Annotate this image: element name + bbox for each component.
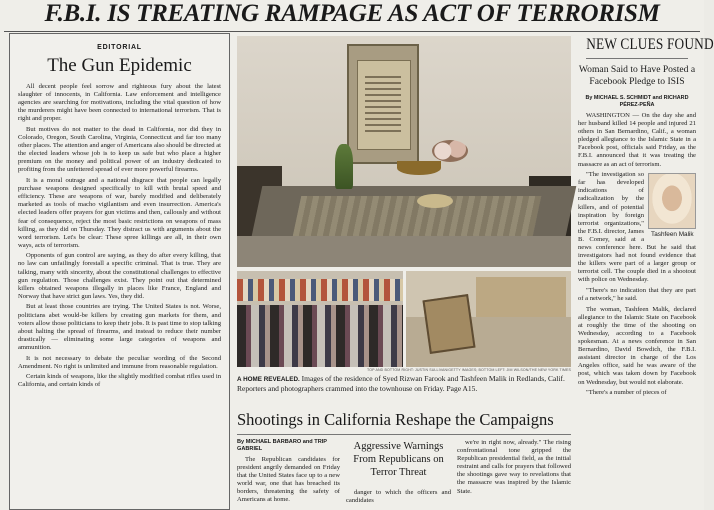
new-clues-headline: NEW CLUES FOUND: [586, 36, 714, 53]
new-clues-byline: By MICHAEL S. SCHMIDT and RICHARD PÉREZ-PEÑA: [585, 95, 689, 108]
editorial-body: [18, 83, 221, 389]
shootings-paragraph: we're in right now, already." The rising confrontational tone gripped the Republican presidential field, as the initial restraint and calls for prayers that followed the shootings gave way to revelations that the massacre was inspired by the Islamic State.: [457, 439, 571, 495]
editorial-kicker: EDITORIAL: [97, 44, 142, 51]
editorial-headline: The Gun Epidemic: [47, 55, 192, 76]
banner-headline: F.B.I. IS TREATING RAMPAGE AS ACT OF TERRORISM: [44, 0, 660, 27]
shootings-paragraph: danger to which the officers and candidates: [346, 489, 451, 505]
plant: [335, 144, 353, 189]
shootings-byline: By MICHAEL BARBARO and TRIP GABRIEL: [237, 439, 327, 452]
dish: [417, 194, 453, 208]
portrait-name: Tashfeen Malik: [651, 231, 694, 239]
new-clues-body: [578, 112, 696, 397]
editorial-box: [9, 33, 230, 510]
editorial-paragraph: All decent people feel sorrow and righteous fury about the latest slaughter of innocents, in California. Law enforcement and intelligence agencies are searching for motivations, including the vital question of how the murderers might have been connected to international terrorism. That is right and proper.: [18, 83, 221, 123]
portrait-photo: [648, 173, 696, 229]
photo-closet: [237, 271, 403, 367]
editorial-paragraph: But motives do not matter to the dead in California, nor did they in Colorado, Oregon, South Carolina, Virginia, Connecticut and far too many other places. The attention and anger of Americans also should be directed at the elected leaders whose job is to keep us safe but who place a higher premium on the money and political power of an industry dedicated to profiting from the unfettered spread of ever more powerful firearms.: [18, 125, 221, 174]
hanging-clothes: [237, 305, 403, 367]
tapestry-script: [365, 76, 401, 136]
photo-room: [406, 271, 571, 367]
shootings-body-c: [457, 439, 571, 496]
flowers: [432, 140, 468, 162]
new-clues-paragraph: The woman, Tashfeen Malik, declared allegiance to the Islamic State on Facebook at roughly the time of the shooting on Wednesday, according to a Facebook spokesman. At a news conference in San Bernardino, David Bowdich, the F.B.I. assistant director in charge of the Los Angeles office, said he was aware of the post, which was taken down by Facebook on Wednesday, but would not elaborate.: [578, 305, 696, 386]
shootings-body-a: [237, 456, 340, 505]
editorial-paragraph: It is a moral outrage and a national disgrace that people can legally purchase weapons designed specifically to kill with brutal speed and efficiency. These are weapons of war, barely modified and deliberately marketed as tools of macho vigilantism and even insurrection. America's elected leaders offer prayers for gun victims and then, callously and without fear of consequence, reject the most basic restrictions on weapons of mass killing, as they did on Thursday. They distract us with arguments about the word terrorism. Let's be clear: These spree killings are all, in their own ways, acts of terrorism.: [18, 177, 221, 249]
shootings-headline: Shootings in California Reshape the Campaigns: [237, 410, 554, 429]
caption-lead: A HOME REVEALED.: [237, 376, 300, 383]
new-clues-rule: [586, 58, 688, 59]
new-clues-paragraph: WASHINGTON — On the day she and her husband killed 14 people and injured 21 others in San Bernardino, Calif., a woman pledged allegiance to the Islamic State in a Facebook post, officials said Friday, as the F.B.I. announced that it was treating the massacre as an act of terrorism.: [578, 112, 696, 168]
closet-shelf: [237, 279, 403, 301]
editorial-paragraph: It is not necessary to debate the peculiar wording of the Second Amendment. No right is unlimited and immune from reasonable regulation.: [18, 354, 221, 370]
main-photo-dining-room: [237, 36, 571, 267]
shootings-column-a: [237, 439, 340, 510]
new-clues-paragraph: "There's a number of pieces of: [586, 389, 667, 397]
caption-text: Images of the residence of Syed Rizwan Farook and Tashfeen Malik in Redlands, Calif. Reporters and photographers crammed into the townhouse on Friday. Page A15.: [237, 374, 565, 393]
new-clues-paragraph: "The investigation so far has developed indications of radicalization by the killers, and of potential inspiration by foreign terrorist organizations," the F.B.I. director, James B. Comey, said at a news conference here. But he said that investigators had not found evidence that the killers were part of a larger group or terrorist cell. The couple died in a shootout with police on Wednesday.: [578, 171, 696, 284]
bowl: [397, 161, 441, 175]
editorial-paragraph: Opponents of gun control are saying, as they do after every killing, that no law can unfailingly forestall a specific criminal. That is true. They are talking, many with sincerity, about the constitutional challenges to effective gun regulation. Those challenges exist. They point out that determined killers obtained weapons illegally in places like France, England and Norway that have strict gun laws. Yes, they did.: [18, 252, 221, 300]
wall-tapestry: [347, 44, 419, 164]
new-clues-paragraph: "There's no indication that they are part of a network," he said.: [578, 286, 696, 303]
shootings-deck: Aggressive Warnings From Republicans on Terror Threat: [353, 441, 444, 478]
photo-caption: [237, 374, 571, 393]
shootings-rule: [237, 434, 571, 435]
editorial-paragraph: But at least those countries are trying. The United States is not. Worse, politicians abet would-be killers by creating gun markets for them, and voters allow those politicians to keep their jobs. It is past time to stop talking about halting the spread of firearms, and instead to reduce their number drastically — eliminating some large categories of weapons and ammunition.: [18, 303, 221, 351]
new-clues-deck: Woman Said to Have Posted a Facebook Pledge to ISIS: [578, 64, 696, 87]
portrait-box: [648, 173, 696, 239]
cardboard-box: [476, 277, 566, 317]
photo-floor: [237, 236, 571, 267]
photo-credit: TOP AND BOTTOM RIGHT: JUSTIN SULLIVAN/GETTY IMAGES; BOTTOM LEFT: JIM WILSON/THE NEW YORK TIMES: [367, 368, 571, 372]
shootings-column-b: [346, 439, 451, 510]
shootings-body-b: [346, 489, 451, 505]
shootings-paragraph: The Republican candidates for president angrily demanded on Friday that the United States face up to a new world war, one that has breached its borders, threatening the safety of Americans at home.: [237, 456, 340, 504]
shootings-column-c: [457, 439, 571, 510]
top-rule: [4, 31, 700, 32]
editorial-paragraph: Certain kinds of weapons, like the slightly modified combat rifles used in California, and certain kinds of: [18, 373, 221, 389]
new-clues-column: [578, 36, 714, 510]
picture-frame: [422, 294, 475, 354]
